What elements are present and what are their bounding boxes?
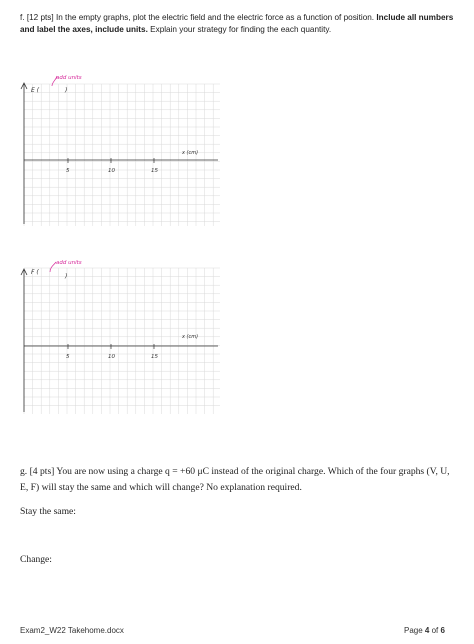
graph-electric-field <box>16 70 224 230</box>
graph-e-x-label: x (cm) <box>182 150 199 156</box>
part-f-bold: Include all numbers and label the axes, include units. <box>20 13 454 34</box>
page-prefix: Page <box>404 626 425 635</box>
graph-e-tick-label: 15 <box>151 168 158 174</box>
graph-e-y-label-close: ) <box>65 87 68 94</box>
part-g-question: g. [4 pts] You are now using a charge q = +60 μC instead of the original charge. Which of the four graphs (V, U, E, F) will stay the same and which will change? No explanation required. <box>20 466 450 493</box>
page-total: 6 <box>440 626 445 635</box>
footer-page-number <box>404 626 445 635</box>
part-f-tail: Explain your strategy for finding the each quantity. <box>147 25 332 34</box>
graph-f-tick-label: 15 <box>151 354 158 360</box>
graph-f-svg <box>16 254 224 418</box>
graph-e-svg <box>16 70 224 230</box>
part-f-lead: f. [12 pts] In the empty graphs, plot the electric field and the electric force as a function of position. <box>20 13 377 22</box>
page-mid: of <box>429 626 441 635</box>
graph-f-units-note: add units <box>56 260 82 266</box>
graph-electric-force <box>16 254 224 418</box>
footer-filename: Exam2_W22 Takehome.docx <box>20 626 124 635</box>
change-label: Change: <box>20 554 52 565</box>
stay-same-label: Stay the same: <box>20 506 76 517</box>
graph-e-tick-label: 5 <box>66 168 70 174</box>
graph-e-tick-label: 10 <box>108 168 115 174</box>
graph-f-x-label: x (cm) <box>182 334 199 340</box>
page-num: 4 <box>424 626 430 635</box>
graph-f-tick-label: 10 <box>108 354 115 360</box>
graph-e-units-note: add units <box>56 75 82 81</box>
graph-f-grid <box>24 268 220 414</box>
graph-f-y-label: F ( <box>31 269 39 276</box>
graph-f-tick-label: 5 <box>66 354 70 360</box>
graph-e-y-label: E ( <box>31 87 40 94</box>
part-f-question <box>20 12 456 36</box>
graph-f-y-label-close: ) <box>65 273 68 280</box>
